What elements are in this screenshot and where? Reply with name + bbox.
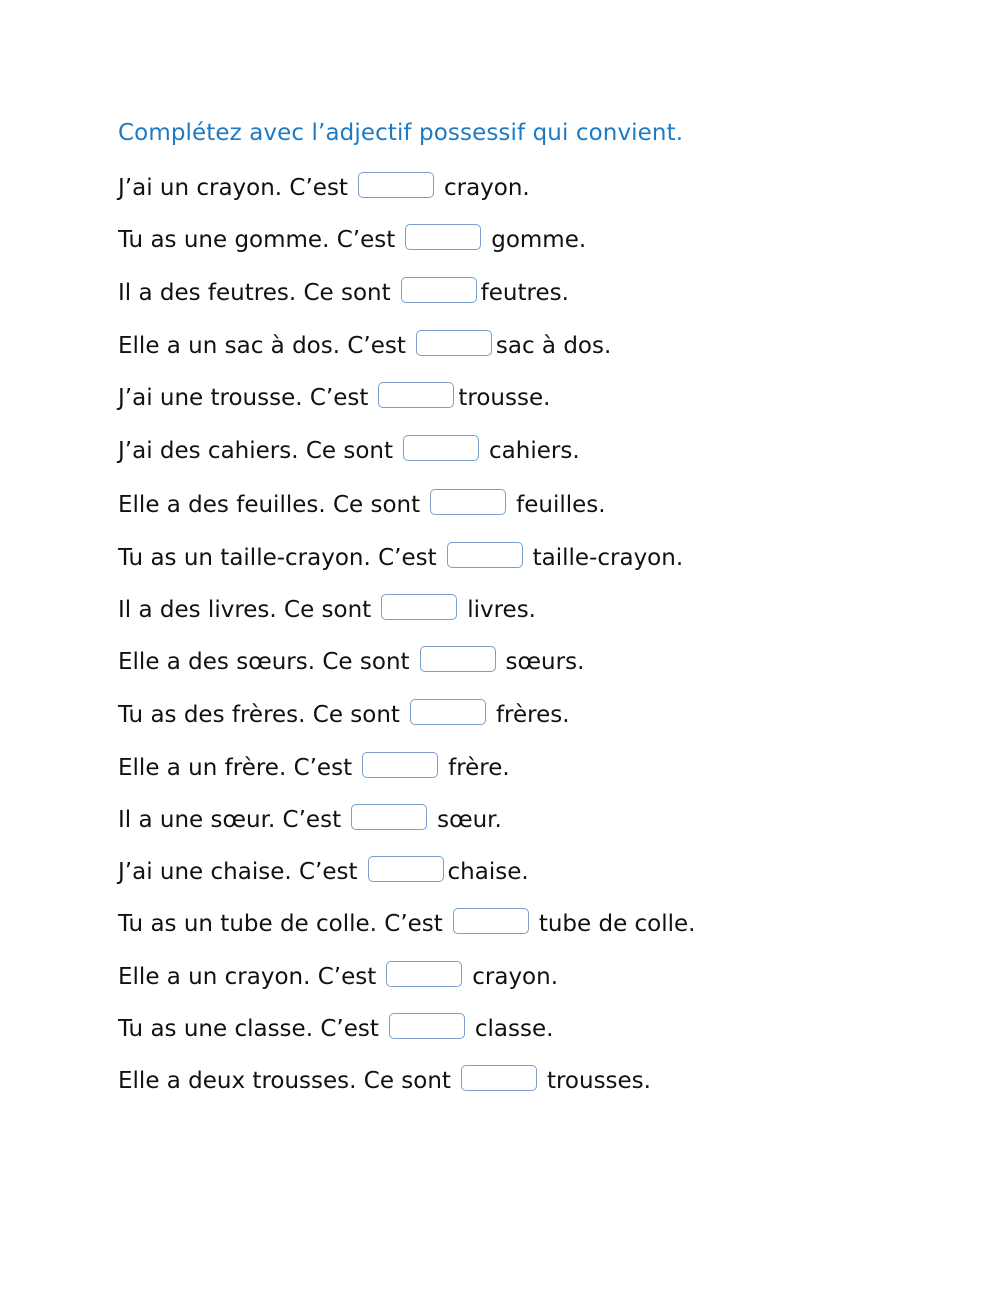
answer-input[interactable]: [430, 489, 506, 515]
sentence-start: Tu as une classe. C’est: [118, 1016, 379, 1042]
answer-input[interactable]: [362, 752, 438, 778]
sentence-start: Tu as un taille-crayon. C’est: [118, 545, 437, 571]
answer-input[interactable]: [401, 277, 477, 303]
sentence-start: Elle a des feuilles. Ce sont: [118, 492, 421, 518]
sentence-row: [118, 487, 606, 523]
answer-input[interactable]: [461, 1065, 537, 1091]
sentence-row: [118, 592, 536, 628]
sentence-start: Il a une sœur. C’est: [118, 807, 342, 833]
sentence-end: sœur.: [437, 807, 502, 833]
sentence-end: sac à dos.: [495, 333, 612, 359]
answer-input[interactable]: [381, 594, 457, 620]
sentence-start: Il a des livres. Ce sont: [118, 597, 372, 623]
answer-input[interactable]: [358, 172, 434, 198]
sentence-row: [118, 802, 502, 838]
answer-input[interactable]: [351, 804, 427, 830]
sentence-start: Il a des feutres. Ce sont: [118, 280, 391, 306]
answer-input[interactable]: [453, 908, 529, 934]
exercise-instruction: Complétez avec l’adjectif possessif qui convient.: [118, 120, 684, 146]
sentence-end: chaise.: [447, 859, 529, 885]
sentence-start: J’ai une trousse. C’est: [118, 385, 369, 411]
sentence-row: [118, 854, 529, 890]
sentence-start: J’ai une chaise. C’est: [118, 859, 358, 885]
answer-input[interactable]: [403, 435, 479, 461]
answer-input[interactable]: [410, 699, 486, 725]
answer-input[interactable]: [416, 330, 492, 356]
answer-input[interactable]: [389, 1013, 465, 1039]
sentence-row: [118, 433, 580, 469]
sentence-row: [118, 697, 570, 733]
sentence-end: frère.: [448, 755, 510, 781]
sentence-row: [118, 906, 696, 942]
sentence-start: Elle a deux trousses. Ce sont: [118, 1068, 451, 1094]
sentence-row: [118, 1063, 651, 1099]
sentence-row: [118, 540, 683, 576]
answer-input[interactable]: [447, 542, 523, 568]
sentence-row: [118, 644, 584, 680]
answer-input[interactable]: [420, 646, 496, 672]
sentence-end: gomme.: [491, 227, 587, 253]
sentence-row: [118, 275, 569, 311]
sentence-end: feuilles.: [516, 492, 606, 518]
sentence-end: cahiers.: [489, 438, 580, 464]
sentence-end: livres.: [467, 597, 536, 623]
sentence-end: feutres.: [480, 280, 569, 306]
sentence-start: J’ai des cahiers. Ce sont: [118, 438, 394, 464]
sentence-start: Elle a des sœurs. Ce sont: [118, 649, 410, 675]
sentence-start: Elle a un crayon. C’est: [118, 964, 377, 990]
sentence-start: Tu as un tube de colle. C’est: [118, 911, 443, 937]
answer-input[interactable]: [405, 224, 481, 250]
answer-input[interactable]: [378, 382, 454, 408]
sentence-row: [118, 222, 586, 258]
sentence-row: [118, 1011, 553, 1047]
sentence-start: Elle a un sac à dos. C’est: [118, 333, 406, 359]
sentence-end: trousses.: [546, 1068, 651, 1094]
sentence-row: [118, 959, 558, 995]
sentence-start: Elle a un frère. C’est: [118, 755, 353, 781]
sentence-end: taille-crayon.: [532, 545, 684, 571]
sentence-end: crayon.: [443, 175, 530, 201]
sentence-row: [118, 380, 550, 416]
sentence-start: J’ai un crayon. C’est: [118, 175, 348, 201]
sentence-start: Tu as des frères. Ce sont: [118, 702, 400, 728]
sentence-row: [118, 170, 530, 206]
sentence-row: [118, 328, 611, 364]
sentence-end: trousse.: [458, 385, 551, 411]
sentence-end: classe.: [474, 1016, 554, 1042]
sentence-row: [118, 750, 510, 786]
answer-input[interactable]: [386, 961, 462, 987]
sentence-end: frères.: [495, 702, 570, 728]
sentence-end: sœurs.: [505, 649, 585, 675]
answer-input[interactable]: [368, 856, 444, 882]
sentence-end: tube de colle.: [538, 911, 696, 937]
sentence-start: Tu as une gomme. C’est: [118, 227, 396, 253]
sentence-end: crayon.: [472, 964, 559, 990]
